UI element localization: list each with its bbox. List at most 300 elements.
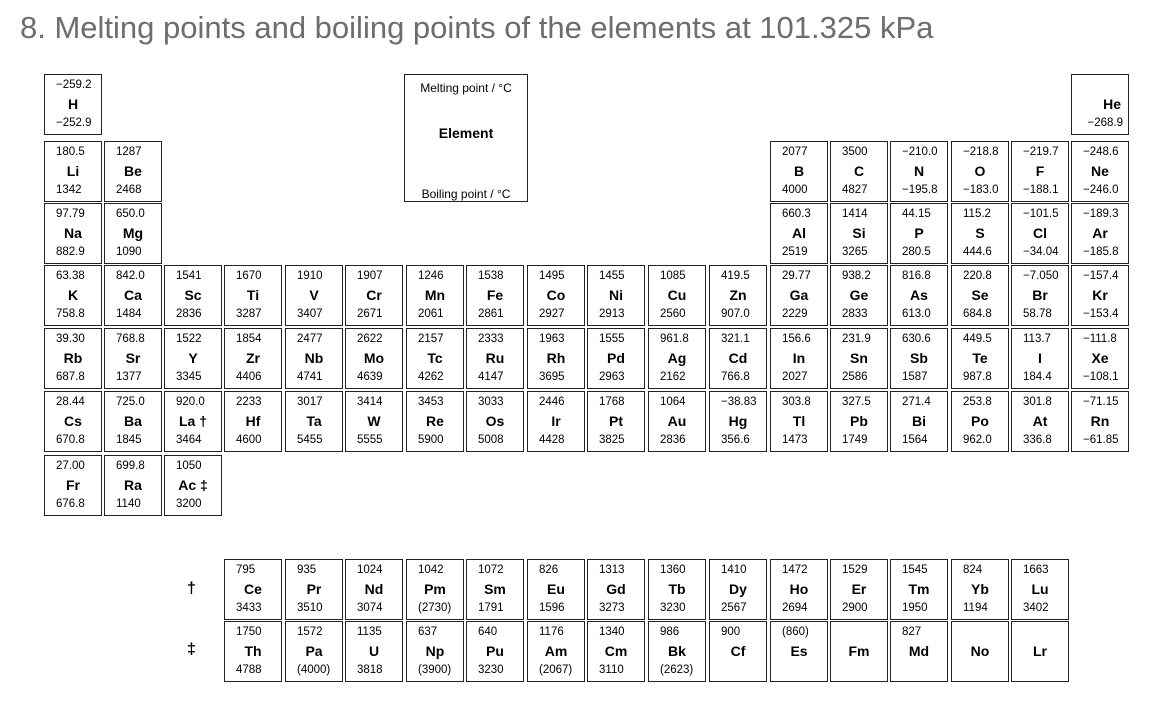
boiling-point: 3433 [236, 602, 262, 614]
element-cell [890, 141, 948, 202]
melting-point: 640 [478, 626, 498, 638]
melting-point: 816.8 [902, 270, 931, 282]
element-cell [587, 265, 645, 326]
element-symbol: Nb [304, 350, 324, 366]
melting-point: 321.1 [721, 333, 750, 345]
boiling-point: 5900 [418, 434, 444, 446]
element-cell [770, 621, 828, 682]
element-symbol: Sb [910, 350, 928, 366]
boiling-point: 3695 [539, 371, 565, 383]
element-symbol: Ca [124, 287, 142, 303]
boiling-point: 2162 [660, 371, 686, 383]
melting-point: 2446 [539, 396, 565, 408]
element-symbol: Li [66, 163, 80, 179]
boiling-point: 2927 [539, 308, 565, 320]
boiling-point: 2061 [418, 308, 444, 320]
element-symbol: Pr [306, 581, 322, 597]
melting-point: (860) [782, 626, 809, 638]
melting-point: −219.7 [1023, 146, 1059, 158]
element-symbol: Sr [125, 350, 141, 366]
element-symbol: Ta [306, 413, 322, 429]
element-cell [285, 328, 343, 389]
melting-point: 637 [418, 626, 438, 638]
boiling-point: 2963 [599, 371, 625, 383]
boiling-point: 2861 [478, 308, 504, 320]
element-symbol: Kr [1092, 287, 1108, 303]
element-symbol: No [970, 643, 990, 659]
element-cell [224, 391, 282, 452]
melting-point: 1572 [297, 626, 323, 638]
element-symbol: He [1103, 96, 1121, 112]
element-symbol: Ag [667, 350, 687, 366]
boiling-point: 4600 [236, 434, 262, 446]
melting-point: 1072 [478, 564, 504, 576]
element-cell [406, 391, 464, 452]
melting-point: 1085 [660, 270, 686, 282]
melting-point: 1910 [297, 270, 323, 282]
element-cell [890, 391, 948, 452]
boiling-point: 882.9 [56, 246, 85, 258]
boiling-point: 3825 [599, 434, 625, 446]
element-cell [1071, 203, 1129, 264]
element-cell [164, 455, 222, 516]
element-symbol: Lu [1031, 581, 1049, 597]
element-symbol: Cr [366, 287, 382, 303]
element-cell [830, 203, 888, 264]
melting-point: −210.0 [902, 146, 938, 158]
legend-melting-label: Melting point / °C [420, 81, 512, 95]
melting-point: 327.5 [842, 396, 871, 408]
element-cell [951, 391, 1009, 452]
melting-point: −259.2 [56, 79, 92, 91]
element-symbol: Cl [1033, 225, 1047, 241]
element-cell [345, 621, 403, 682]
element-cell [466, 391, 524, 452]
melting-point: 3453 [418, 396, 444, 408]
melting-point: 1050 [176, 460, 202, 472]
element-cell [709, 391, 767, 452]
element-cell [406, 328, 464, 389]
element-symbol: Pm [424, 581, 446, 597]
element-symbol: Yb [971, 581, 989, 597]
melting-point: 231.9 [842, 333, 871, 345]
element-symbol: Rh [546, 350, 566, 366]
boiling-point: 4262 [418, 371, 444, 383]
melting-point: 63.38 [56, 270, 85, 282]
melting-point: 1024 [357, 564, 383, 576]
element-cell [104, 265, 162, 326]
boiling-point: 2560 [660, 308, 686, 320]
boiling-point: 1950 [902, 602, 928, 614]
melting-point: 1042 [418, 564, 444, 576]
element-symbol: Na [64, 225, 82, 241]
melting-point: 449.5 [963, 333, 992, 345]
element-symbol: Pa [305, 643, 323, 659]
element-symbol: Dy [729, 581, 747, 597]
boiling-point: 1484 [116, 308, 142, 320]
boiling-point: 3273 [599, 602, 625, 614]
melting-point: 1522 [176, 333, 202, 345]
boiling-point: 1564 [902, 434, 928, 446]
boiling-point: 1342 [56, 184, 82, 196]
element-symbol: F [1035, 163, 1045, 179]
element-cell [890, 621, 948, 682]
element-symbol: Te [972, 350, 988, 366]
melting-point: −157.4 [1083, 270, 1119, 282]
element-symbol: Ir [551, 413, 561, 429]
element-cell [830, 141, 888, 202]
element-cell [466, 559, 524, 620]
melting-point: 29.77 [782, 270, 811, 282]
boiling-point: 5455 [297, 434, 323, 446]
element-cell [587, 328, 645, 389]
element-cell [466, 328, 524, 389]
element-cell [648, 559, 706, 620]
boiling-point: −61.85 [1083, 434, 1119, 446]
melting-point: 1529 [842, 564, 868, 576]
boiling-point: 3265 [842, 246, 868, 258]
melting-point: 938.2 [842, 270, 871, 282]
boiling-point: 4406 [236, 371, 262, 383]
element-symbol: U [368, 643, 380, 659]
melting-point: 113.7 [1023, 333, 1051, 345]
melting-point: 650.0 [116, 208, 145, 220]
melting-point: 1360 [660, 564, 686, 576]
boiling-point: 3074 [357, 602, 383, 614]
element-cell [709, 559, 767, 620]
element-cell [587, 391, 645, 452]
boiling-point: 4827 [842, 184, 868, 196]
element-cell [406, 621, 464, 682]
element-cell [527, 328, 585, 389]
boiling-point: 2027 [782, 371, 808, 383]
melting-point: −7.050 [1023, 270, 1059, 282]
element-cell [104, 391, 162, 452]
element-symbol: Cd [728, 350, 748, 366]
boiling-point: 2468 [116, 184, 142, 196]
element-symbol: Co [546, 287, 566, 303]
melting-point: −189.3 [1083, 208, 1119, 220]
element-symbol: Pu [486, 643, 504, 659]
melting-point: 1340 [599, 626, 625, 638]
element-symbol: Sc [184, 287, 202, 303]
element-symbol: La † [178, 413, 207, 429]
element-symbol: Pt [609, 413, 623, 429]
element-symbol: Md [908, 643, 930, 659]
element-cell [770, 328, 828, 389]
element-cell [951, 559, 1009, 620]
element-symbol: Ra [124, 477, 142, 493]
boiling-point: 1749 [842, 434, 868, 446]
element-cell [224, 328, 282, 389]
boiling-point: 2836 [660, 434, 686, 446]
element-symbol: Es [790, 643, 808, 659]
boiling-point: −153.4 [1083, 308, 1119, 320]
element-cell [527, 559, 585, 620]
boiling-point: −185.8 [1083, 246, 1119, 258]
element-cell [648, 328, 706, 389]
element-symbol: Eu [547, 581, 565, 597]
boiling-point: 676.8 [56, 498, 85, 510]
element-symbol: Rb [63, 350, 83, 366]
melting-point: 1287 [116, 146, 142, 158]
boiling-point: 907.0 [721, 308, 750, 320]
boiling-point: 356.6 [721, 434, 750, 446]
melting-point: 1455 [599, 270, 625, 282]
boiling-point: 2694 [782, 602, 808, 614]
boiling-point: 3818 [357, 664, 383, 676]
element-symbol: Nd [364, 581, 384, 597]
legend-key [404, 74, 528, 202]
boiling-point: 3407 [297, 308, 323, 320]
element-symbol: Tc [427, 350, 443, 366]
boiling-point: 2913 [599, 308, 625, 320]
element-symbol: P [914, 225, 924, 241]
boiling-point: 3230 [660, 602, 686, 614]
melting-point: 3414 [357, 396, 383, 408]
melting-point: 1246 [418, 270, 444, 282]
boiling-point: (2623) [660, 664, 694, 676]
element-cell [587, 559, 645, 620]
element-cell [224, 621, 282, 682]
boiling-point: 3230 [478, 664, 504, 676]
element-cell [44, 74, 102, 135]
melting-point: 1750 [236, 626, 262, 638]
element-symbol: Y [188, 350, 198, 366]
element-cell [830, 265, 888, 326]
element-cell [104, 203, 162, 264]
element-cell [406, 265, 464, 326]
element-cell [951, 203, 1009, 264]
boiling-point: 280.5 [902, 246, 931, 258]
melting-point: 1472 [782, 564, 808, 576]
element-cell [164, 328, 222, 389]
element-cell [1011, 328, 1069, 389]
boiling-point: −188.1 [1023, 184, 1059, 196]
melting-point: 28.44 [56, 396, 85, 408]
element-symbol: Ti [246, 287, 260, 303]
boiling-point: 4428 [539, 434, 565, 446]
melting-point: 935 [297, 564, 317, 576]
element-symbol: Cf [730, 643, 746, 659]
element-cell [285, 391, 343, 452]
melting-point: 824 [963, 564, 983, 576]
element-symbol: H [67, 96, 79, 112]
melting-point: 220.8 [963, 270, 992, 282]
melting-point: 44.15 [902, 208, 931, 220]
element-symbol: Np [425, 643, 445, 659]
element-symbol: Se [971, 287, 989, 303]
element-symbol: Ru [485, 350, 505, 366]
boiling-point: 766.8 [721, 371, 750, 383]
element-cell [285, 265, 343, 326]
melting-point: 1495 [539, 270, 565, 282]
element-symbol: Sm [484, 581, 506, 597]
boiling-point: 5008 [478, 434, 504, 446]
element-cell [527, 265, 585, 326]
element-symbol: Ni [609, 287, 623, 303]
element-cell [709, 328, 767, 389]
boiling-point: 2229 [782, 308, 808, 320]
boiling-point: 1194 [963, 602, 988, 614]
melting-point: 961.8 [660, 333, 689, 345]
element-cell [44, 455, 102, 516]
melting-point: 1963 [539, 333, 565, 345]
melting-point: 2233 [236, 396, 262, 408]
melting-point: 660.3 [782, 208, 811, 220]
boiling-point: 3110 [599, 664, 624, 676]
boiling-point: −268.9 [1087, 117, 1123, 129]
element-symbol: Au [667, 413, 687, 429]
melting-point: 725.0 [116, 396, 145, 408]
element-cell [466, 265, 524, 326]
element-symbol: Rn [1090, 413, 1110, 429]
melting-point: 1663 [1023, 564, 1049, 576]
element-cell [44, 203, 102, 264]
melting-point: 303.8 [782, 396, 811, 408]
element-cell [44, 141, 102, 202]
melting-point: 97.79 [56, 208, 85, 220]
boiling-point: −195.8 [902, 184, 938, 196]
element-symbol: In [792, 350, 806, 366]
element-cell [770, 265, 828, 326]
element-cell [770, 559, 828, 620]
element-cell [890, 328, 948, 389]
element-symbol: Hg [728, 413, 748, 429]
element-cell [951, 265, 1009, 326]
element-cell [648, 621, 706, 682]
melting-point: 271.4 [902, 396, 931, 408]
element-cell [104, 141, 162, 202]
element-symbol: Gd [606, 581, 626, 597]
melting-point: −101.5 [1023, 208, 1059, 220]
melting-point: 1313 [599, 564, 625, 576]
boiling-point: 3402 [1023, 602, 1049, 614]
boiling-point: 2567 [721, 602, 747, 614]
element-cell [770, 141, 828, 202]
element-cell [44, 328, 102, 389]
melting-point: 2622 [357, 333, 383, 345]
element-symbol: B [793, 163, 805, 179]
element-symbol: Bi [912, 413, 926, 429]
element-symbol: Be [124, 163, 142, 179]
element-symbol: Pb [850, 413, 868, 429]
boiling-point: 3510 [297, 602, 323, 614]
boiling-point: 184.4 [1023, 371, 1052, 383]
element-symbol: Ge [849, 287, 869, 303]
melting-point: 900 [721, 626, 741, 638]
element-cell [406, 559, 464, 620]
melting-point: −71.15 [1083, 396, 1119, 408]
element-cell [1071, 328, 1129, 389]
element-symbol: Ac ‡ [178, 477, 208, 493]
melting-point: 2077 [782, 146, 808, 158]
melting-point: 1176 [539, 626, 564, 638]
element-symbol: O [974, 163, 986, 179]
element-symbol: Os [485, 413, 505, 429]
boiling-point: (2067) [539, 664, 573, 676]
element-cell [1011, 559, 1069, 620]
melting-point: 2477 [297, 333, 323, 345]
element-symbol: Ho [789, 581, 809, 597]
element-symbol: Ba [124, 413, 142, 429]
melting-point: 2157 [418, 333, 444, 345]
element-cell [164, 265, 222, 326]
element-symbol: Fe [486, 287, 504, 303]
element-symbol: Br [1032, 287, 1048, 303]
melting-point: 3033 [478, 396, 504, 408]
element-cell [527, 621, 585, 682]
element-symbol: As [910, 287, 928, 303]
element-symbol: Ga [789, 287, 809, 303]
element-symbol: Am [544, 643, 568, 659]
melting-point: 39.30 [56, 333, 85, 345]
element-symbol: Tl [792, 413, 806, 429]
page-title: 8. Melting points and boiling points of the elements at 101.325 kPa [20, 10, 934, 45]
boiling-point: 2671 [357, 308, 383, 320]
boiling-point: (2730) [418, 602, 452, 614]
melting-point: 1670 [236, 270, 262, 282]
melting-point: 920.0 [176, 396, 205, 408]
element-symbol: Re [426, 413, 444, 429]
element-cell [1011, 265, 1069, 326]
boiling-point: −246.0 [1083, 184, 1119, 196]
boiling-point: 2586 [842, 371, 868, 383]
element-cell [709, 621, 767, 682]
element-cell [345, 328, 403, 389]
melting-point: 419.5 [721, 270, 750, 282]
boiling-point: 4741 [297, 371, 323, 383]
actinide-marker: ‡ [187, 641, 196, 658]
boiling-point: (3900) [418, 664, 452, 676]
boiling-point: 58.78 [1023, 308, 1052, 320]
element-cell [104, 328, 162, 389]
element-symbol: S [975, 225, 985, 241]
element-symbol: Tm [908, 581, 930, 597]
element-cell [830, 391, 888, 452]
boiling-point: 3200 [176, 498, 202, 510]
element-symbol: Al [792, 225, 806, 241]
melting-point: 1854 [236, 333, 262, 345]
melting-point: 1768 [599, 396, 625, 408]
element-cell [951, 141, 1009, 202]
boiling-point: 1377 [116, 371, 142, 383]
element-cell [224, 559, 282, 620]
element-cell [44, 265, 102, 326]
element-symbol: Cm [604, 643, 628, 659]
boiling-point: 5555 [357, 434, 383, 446]
melting-point: 115.2 [963, 208, 991, 220]
melting-point: 1410 [721, 564, 747, 576]
element-cell [951, 621, 1009, 682]
boiling-point: 2900 [842, 602, 868, 614]
melting-point: −248.6 [1083, 146, 1119, 158]
element-symbol: Pd [607, 350, 625, 366]
element-symbol: I [1038, 350, 1042, 366]
melting-point: 827 [902, 626, 922, 638]
element-cell [1071, 391, 1129, 452]
boiling-point: 4000 [782, 184, 808, 196]
melting-point: 986 [660, 626, 680, 638]
melting-point: 3500 [842, 146, 868, 158]
element-symbol: W [367, 413, 381, 429]
element-symbol: Si [852, 225, 866, 241]
boiling-point: 336.8 [1023, 434, 1052, 446]
element-symbol: Cu [667, 287, 687, 303]
boiling-point: 4147 [478, 371, 504, 383]
element-symbol: K [67, 287, 79, 303]
melting-point: 1907 [357, 270, 383, 282]
